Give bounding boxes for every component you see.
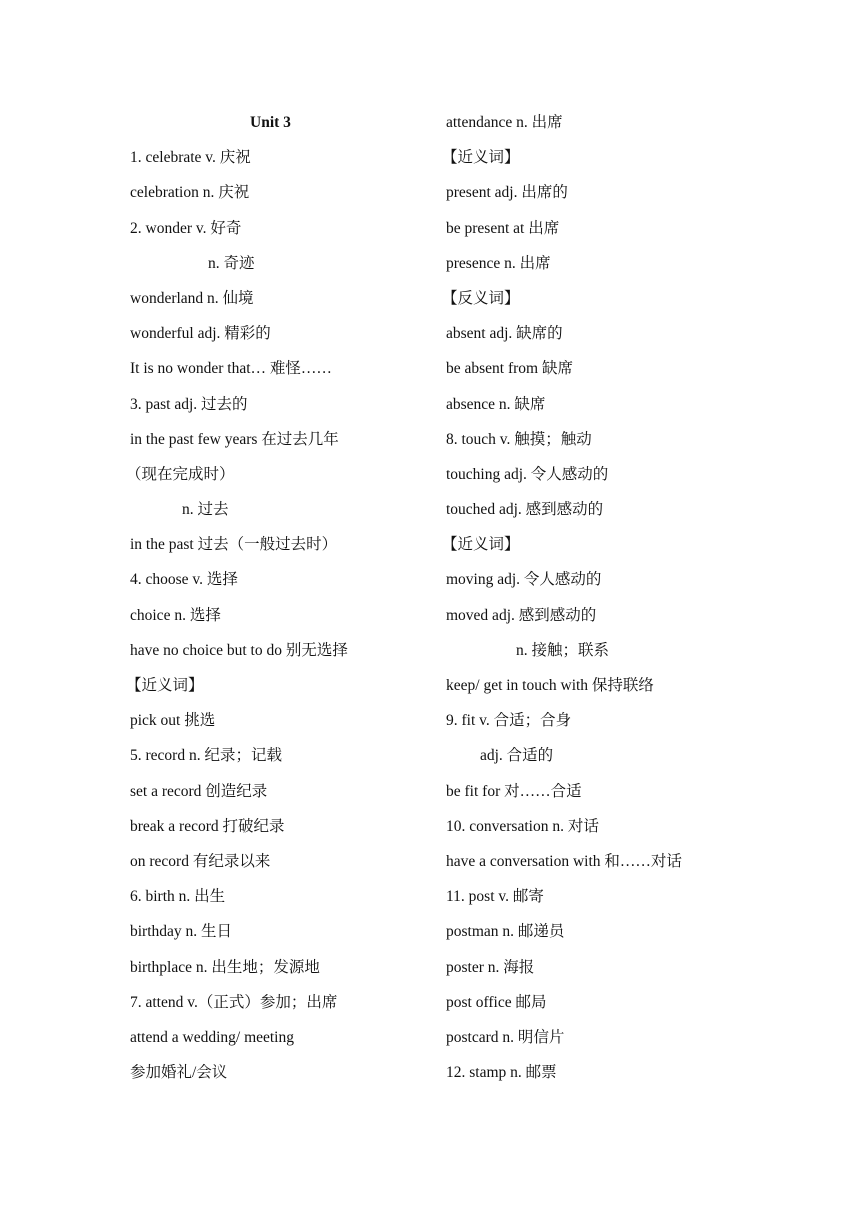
vocab-line: touching adj. 令人感动的 — [446, 465, 609, 483]
vocab-line: be fit for 对……合适 — [446, 782, 582, 800]
vocab-line: birthday n. 生日 — [130, 923, 233, 941]
vocab-line: wonderful adj. 精彩的 — [130, 325, 271, 343]
vocab-line: moved adj. 感到感动的 — [446, 606, 597, 624]
vocab-line: choice n. 选择 — [130, 606, 221, 624]
synonym-heading: 【近义词】 — [126, 677, 204, 694]
vocab-line: 3. past adj. 过去的 — [130, 395, 248, 413]
vocab-line: postman n. 邮递员 — [446, 923, 565, 941]
vocab-line: post office 邮局 — [446, 993, 547, 1011]
vocab-line: 10. conversation n. 对话 — [446, 817, 599, 835]
vocab-line: 9. fit v. 合适；合身 — [446, 712, 572, 730]
vocab-line: present adj. 出席的 — [446, 184, 568, 202]
vocab-line: have a conversation with 和……对话 — [446, 852, 682, 870]
vocab-line: break a record 打破纪录 — [130, 817, 285, 835]
vocab-line: （现在完成时） — [126, 465, 235, 483]
vocab-line: 1. celebrate v. 庆祝 — [130, 149, 251, 167]
vocab-line: 12. stamp n. 邮票 — [446, 1064, 557, 1082]
synonym-heading: 【近义词】 — [442, 149, 520, 167]
vocab-line: attendance n. 出席 — [446, 114, 563, 131]
vocab-line: 5. record n. 纪录；记载 — [130, 747, 282, 765]
vocab-line: 7. attend v.（正式）参加；出席 — [130, 993, 338, 1011]
vocab-line: birthplace n. 出生地；发源地 — [130, 958, 320, 976]
vocab-line: It is no wonder that… 难怪…… — [130, 360, 332, 378]
vocab-line: be present at 出席 — [446, 219, 560, 237]
vocab-line: absent adj. 缺席的 — [446, 325, 563, 343]
vocab-line: n. 接触；联系 — [516, 641, 610, 659]
vocab-line: poster n. 海报 — [446, 958, 535, 976]
vocab-line: pick out 挑选 — [130, 712, 216, 730]
vocab-line: have no choice but to do 别无选择 — [130, 641, 348, 659]
vocab-line: adj. 合适的 — [480, 747, 554, 765]
vocab-line: celebration n. 庆祝 — [130, 184, 250, 202]
vocab-line: keep/ get in touch with 保持联络 — [446, 677, 654, 694]
vocab-line: on record 有纪录以来 — [130, 852, 271, 870]
vocab-line: presence n. 出席 — [446, 254, 551, 272]
unit-title: Unit 3 — [250, 114, 291, 131]
vocab-line: n. 奇迹 — [208, 254, 255, 272]
vocab-line: 11. post v. 邮寄 — [446, 888, 544, 906]
vocab-line: touched adj. 感到感动的 — [446, 501, 604, 519]
vocab-line: moving adj. 令人感动的 — [446, 571, 602, 589]
synonym-heading: 【近义词】 — [442, 536, 520, 554]
vocab-line: absence n. 缺席 — [446, 395, 546, 413]
left-column — [126, 105, 430, 1090]
vocab-line: n. 过去 — [182, 501, 229, 519]
vocab-line: postcard n. 明信片 — [446, 1028, 565, 1046]
vocab-line: be absent from 缺席 — [446, 360, 573, 378]
vocab-line: set a record 创造纪录 — [130, 782, 268, 800]
vocab-line: 4. choose v. 选择 — [130, 571, 238, 589]
vocab-line: 参加婚礼/会议 — [130, 1064, 228, 1082]
vocab-line: in the past few years 在过去几年 — [130, 430, 339, 448]
vocab-line: 8. touch v. 触摸；触动 — [446, 430, 592, 448]
vocab-line: attend a wedding/ meeting — [130, 1028, 294, 1046]
vocab-line: 2. wonder v. 好奇 — [130, 219, 242, 237]
vocab-line: 6. birth n. 出生 — [130, 888, 226, 906]
vocab-line: wonderland n. 仙境 — [130, 289, 254, 307]
right-column — [442, 105, 776, 1090]
vocab-line: in the past 过去（一般过去时） — [130, 536, 338, 554]
antonym-heading: 【反义词】 — [442, 289, 520, 307]
